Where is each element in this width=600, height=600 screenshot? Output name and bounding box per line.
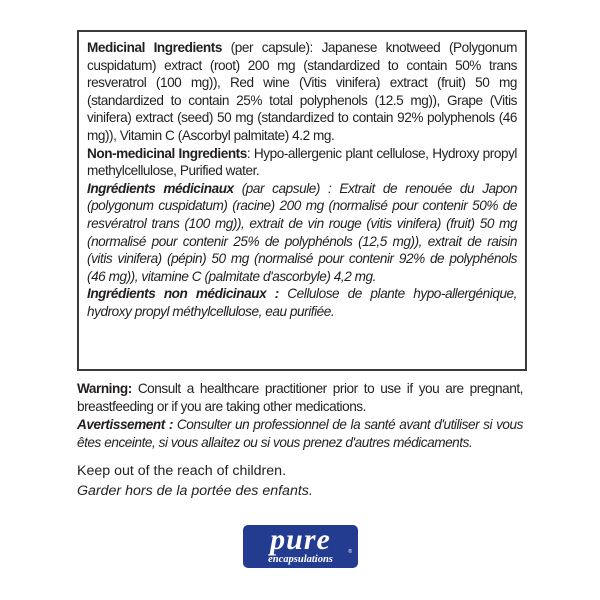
brand-logo <box>243 525 358 568</box>
non-medicinal-text-fr: Cellulose de plante hypo-allergénique, hydroxy propyl méthylcellulose, eau purifiée. <box>87 286 517 319</box>
children-notice-en: Keep out of the reach of children. <box>77 463 287 479</box>
medicinal-ingredients-en <box>87 39 517 145</box>
children-notice <box>77 461 523 501</box>
non-medicinal-ingredients-fr <box>87 285 517 320</box>
warning-text-en: Consult a healthcare practitioner prior to use if you are pregnant, breastfeeding or if you are taking other medications. <box>77 381 523 414</box>
non-medicinal-heading-en: Non-medicinal Ingredients <box>87 145 247 161</box>
warning-text-fr: Consulter un professionnel de la santé avant d'utiliser si vous êtes enceinte, si vous allaitez ou si vous prenez d'autres médicaments. <box>77 417 523 450</box>
ingredients-box <box>77 30 527 371</box>
warning-heading-fr: Avertissement : <box>77 417 173 432</box>
children-notice-fr: Garder hors de la portée des enfants. <box>77 483 313 499</box>
medicinal-ingredients-fr <box>87 180 517 286</box>
logo-word-encapsulations: encapsulations <box>268 554 333 565</box>
medicinal-text-fr: (par capsule) : Extrait de renouée du Japon (polygonum cuspidatum) (racine) 200 mg (normalisé pour contenir 50% de resvératrol trans (100 mg)), extrait de vin rouge (vitis vinifera) (fruit) 50 mg (normalisé pour contenir 25% de polyphénols (12,5 mg)), extrait de raisin (vitis vinifera) (pépin) 50 mg (normalisé pour contenir 92% de polyphénols (46 mg)), vitamine C (palmitate d'ascorbyle) 4,2 mg. <box>87 180 517 284</box>
medicinal-text-en: (per capsule): Japanese knotweed (Polygonum cuspidatum) extract (root) 200 mg (standardized to contain 50% trans resveratrol (100 mg)), Red wine (Vitis vinifera) extract (fruit) 50 mg (standardized to contain 25% total polyphenols (12.5 mg)), Grape (Vitis vinifera) extract (seed) 50 mg (standardized to contain 92% polyphenols (46 mg)), Vitamin C (Ascorbyl palmitate) 4.2 mg. <box>87 40 517 143</box>
non-medicinal-ingredients-en <box>87 145 517 180</box>
warning-en <box>77 380 523 415</box>
warning-fr <box>77 416 523 451</box>
non-medicinal-heading-fr: Ingrédients non médicinaux : <box>87 286 279 302</box>
medicinal-heading-en: Medicinal Ingredients <box>87 40 222 55</box>
logo-word-pure: pure <box>270 523 331 556</box>
non-medicinal-text-en: : Hypo-allergenic plant cellulose, Hydroxy propyl methylcellulose, Purified water. <box>87 145 517 179</box>
warning-heading-en: Warning: <box>77 381 132 396</box>
registered-mark: ® <box>348 549 352 555</box>
warning-section <box>77 380 523 451</box>
medicinal-heading-fr: Ingrédients médicinaux <box>87 180 234 196</box>
